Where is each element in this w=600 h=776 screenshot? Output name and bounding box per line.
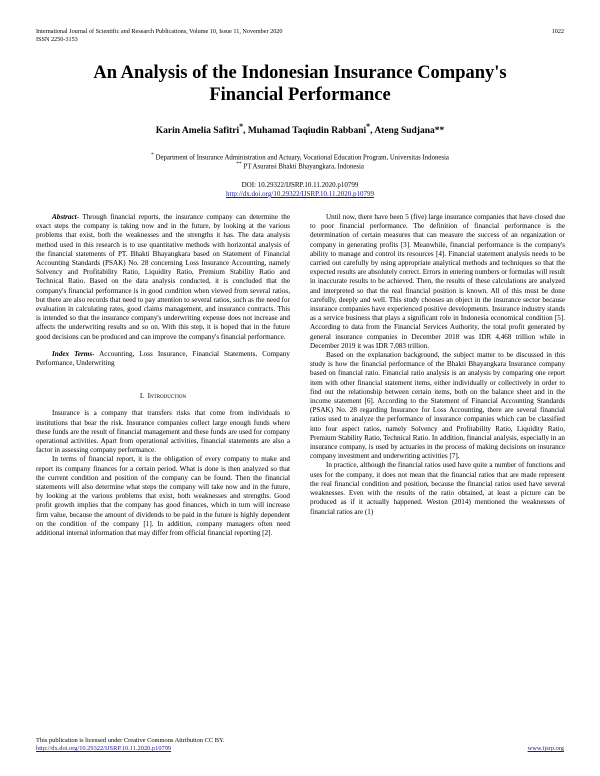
section-title: Introduction	[147, 392, 187, 401]
paragraph: Based on the explanation background, the subject matter to be discussed in this study is how the financial performance of the Bhakti Bhayangkara Insurance company based on financial ratio. Financial ratio analysis is an analysis by comparing one report item with other financial statement items, either individually or collectively in order to find out the relationship between certain items, both on the balance sheet and in the income statement [6]. According to the Statement of Financial Accounting Standards (PSAK) No. 28 regarding Insurance for Loss Accounting, there are several financial ratios used to analyze the performance of insurance companies which can be classified into four aspect ratios, namely Solvency and Profitability Ratio, Liquidity Ratio, Premium Stability Ratio, Technical Ratio. In addition, financial analysis, especially in an insurance company, is used by actuaries in the process of making decisions on insurance company investment and underwriting activities [7].	[310, 351, 565, 461]
index-terms-label: Index Terms	[52, 349, 93, 358]
affiliation-mark: **	[236, 161, 242, 167]
affiliation-text: PT Asuransi Bhakti Bhayangkara, Indonesia	[243, 163, 364, 171]
section-heading	[36, 392, 290, 401]
page-number: 1022	[551, 28, 564, 35]
right-column	[310, 213, 565, 517]
index-terms	[36, 350, 290, 368]
abstract-label: Abstract	[52, 213, 77, 221]
author-name: Muhamad Taqiudin Rabbani	[247, 126, 367, 137]
author-mark: **	[434, 126, 445, 137]
affiliation-mark: *	[151, 152, 154, 158]
paragraph: In practice, although the financial ratios used have quite a number of functions and uses for the company, it does not mean that the financial ratios that are made represent the real financial condition and position, because the financial ratios used have several weaknesses. Even with the results of the ratio obtained, at least a picture can be produced as if it actually happened. Weston (2014) mentioned the weaknesses of financial ratios are (1)	[310, 461, 565, 516]
journal-name: International Journal of Scientific and Research Publications, Volume 10, Issue 11, November 2020	[36, 28, 283, 35]
footer-link[interactable]: http://dx.doi.org/10.29322/IJSRP.10.11.2020.p10799	[36, 745, 172, 752]
paragraph: Until now, there have been 5 (five) large insurance companies that have closed due to poor financial performance. The definition of financial performance is the determination of certain measures that can measure the success of an organization or company in generating profits [3]. Meanwhile, financial performance is the company's ability to manage and control its resources [4]. Financial statement analysis needs to be carried out carefully by using appropriate analytical methods and techniques so that the expected results are absolutely correct. Errors in entering numbers or formulas will result in inaccurate results to be achieved. Then, the results of these calculations are analyzed and interpreted so that the real financial position is known. All of this must be done carefully, deeply and well. This study chooses an object in the insurance sector because insurance companies have experienced positive developments. Insurance industry stands as a service business that plays a significant role in Indonesia economical condition [5]. According to data from the Financial Services Authority, the total profit generated by general insurance companies in December 2018 was IDR 4,468 trillion while in December 2019 it was IDR 7,083 trillion.	[310, 213, 565, 350]
footer-license: This publication is licensed under Creative Commons Attribution CC BY.	[36, 737, 225, 744]
footer-site-link[interactable]: www.ijsrp.org	[527, 745, 564, 752]
doi-link[interactable]: http://dx.doi.org/10.29322/IJSRP.10.11.2020.p10799	[226, 190, 374, 198]
affiliation-text: Department of Insurance Administration and Actuary, Vocational Education Program, Universitas Indonesia	[155, 154, 449, 162]
author-name: Karin Amelia Safitri	[155, 126, 240, 137]
index-terms-text: - Accounting, Loss Insurance, Financial Statements, Company Performance, Underwriting	[36, 349, 290, 368]
left-column	[36, 213, 290, 538]
abstract	[36, 213, 290, 342]
title-line-1: An Analysis of the Indonesian Insurance Company's	[93, 63, 507, 83]
paper-title	[40, 62, 560, 106]
paragraph: In terms of financial report, it is the obligation of every company to make and report its company finances for a certain period. What is done is then analyzed so that the current condition and position of the company can be found. Then the financial statements will also determine what steps the company will take now and in the future, by looking at the various problems that exist, both weaknesses and strengths. Good profit growth implies that the company has good finances, which in turn will increase firm value, because the amount of dividends to be paid in the future is highly dependent on the condition of the company [1]. In addition, company managers often need additional internal information that may differ from official financial reporting [2].	[36, 455, 290, 538]
author-mark: *	[366, 122, 371, 131]
journal-issn: ISSN 2250-3153	[36, 36, 78, 43]
author-list: Karin Amelia Safitri*, Muhamad Taqiudin Rabbani*, Ateng Sudjana**	[155, 122, 445, 137]
paragraph: Insurance is a company that transfers risks that come from individuals to institutions that bear the risk. Insurance companies collect large enough funds where these funds are the result of financial management and these funds are used for company operational activities. Apart from operational activities, financial statements are also a factor in assessing company performance.	[36, 409, 290, 455]
section-numeral: I.	[139, 392, 145, 401]
author-mark: *	[239, 122, 244, 131]
affiliation	[40, 160, 560, 171]
author-name: Ateng Sudjana	[374, 126, 435, 137]
abstract-text: - Through financial reports, the insurance company can determine the exact steps the company is taking now and in the future, by looking at the various problems that exist, both the weaknesses and the strengths it has. The data analysis method used in this research is to use quantitative methods with horizontal analysis of the financial statements of PT. Bhakti Bhayangkara based on Statement of Financial Accounting Standards (PSAK) No. 28 concerning Loss Insurance Accounting, namely Solvency and Profitability Ratio, Liquidity Ratio, Premium Stability Ratio and Technical Ratio. Based on the data analysis conducted, it is concluded that the company's financial performance is in good condition when viewed from several ratios, but there are also records that need to pay attention to several ratios, such as the need for evaluation in calculating rates, good claims management, and insurance contracts. This is intended so that the insurance company's underwriting expense does not increase and affects the underwriting results and so on. With this step, it is hoped that in the future good decisions can be produced and can improve the company's financial performance.	[36, 213, 290, 341]
title-line-2: Financial Performance	[209, 85, 391, 105]
doi-text: DOI: 10.29322/IJSRP.10.11.2020.p10799	[241, 181, 359, 189]
